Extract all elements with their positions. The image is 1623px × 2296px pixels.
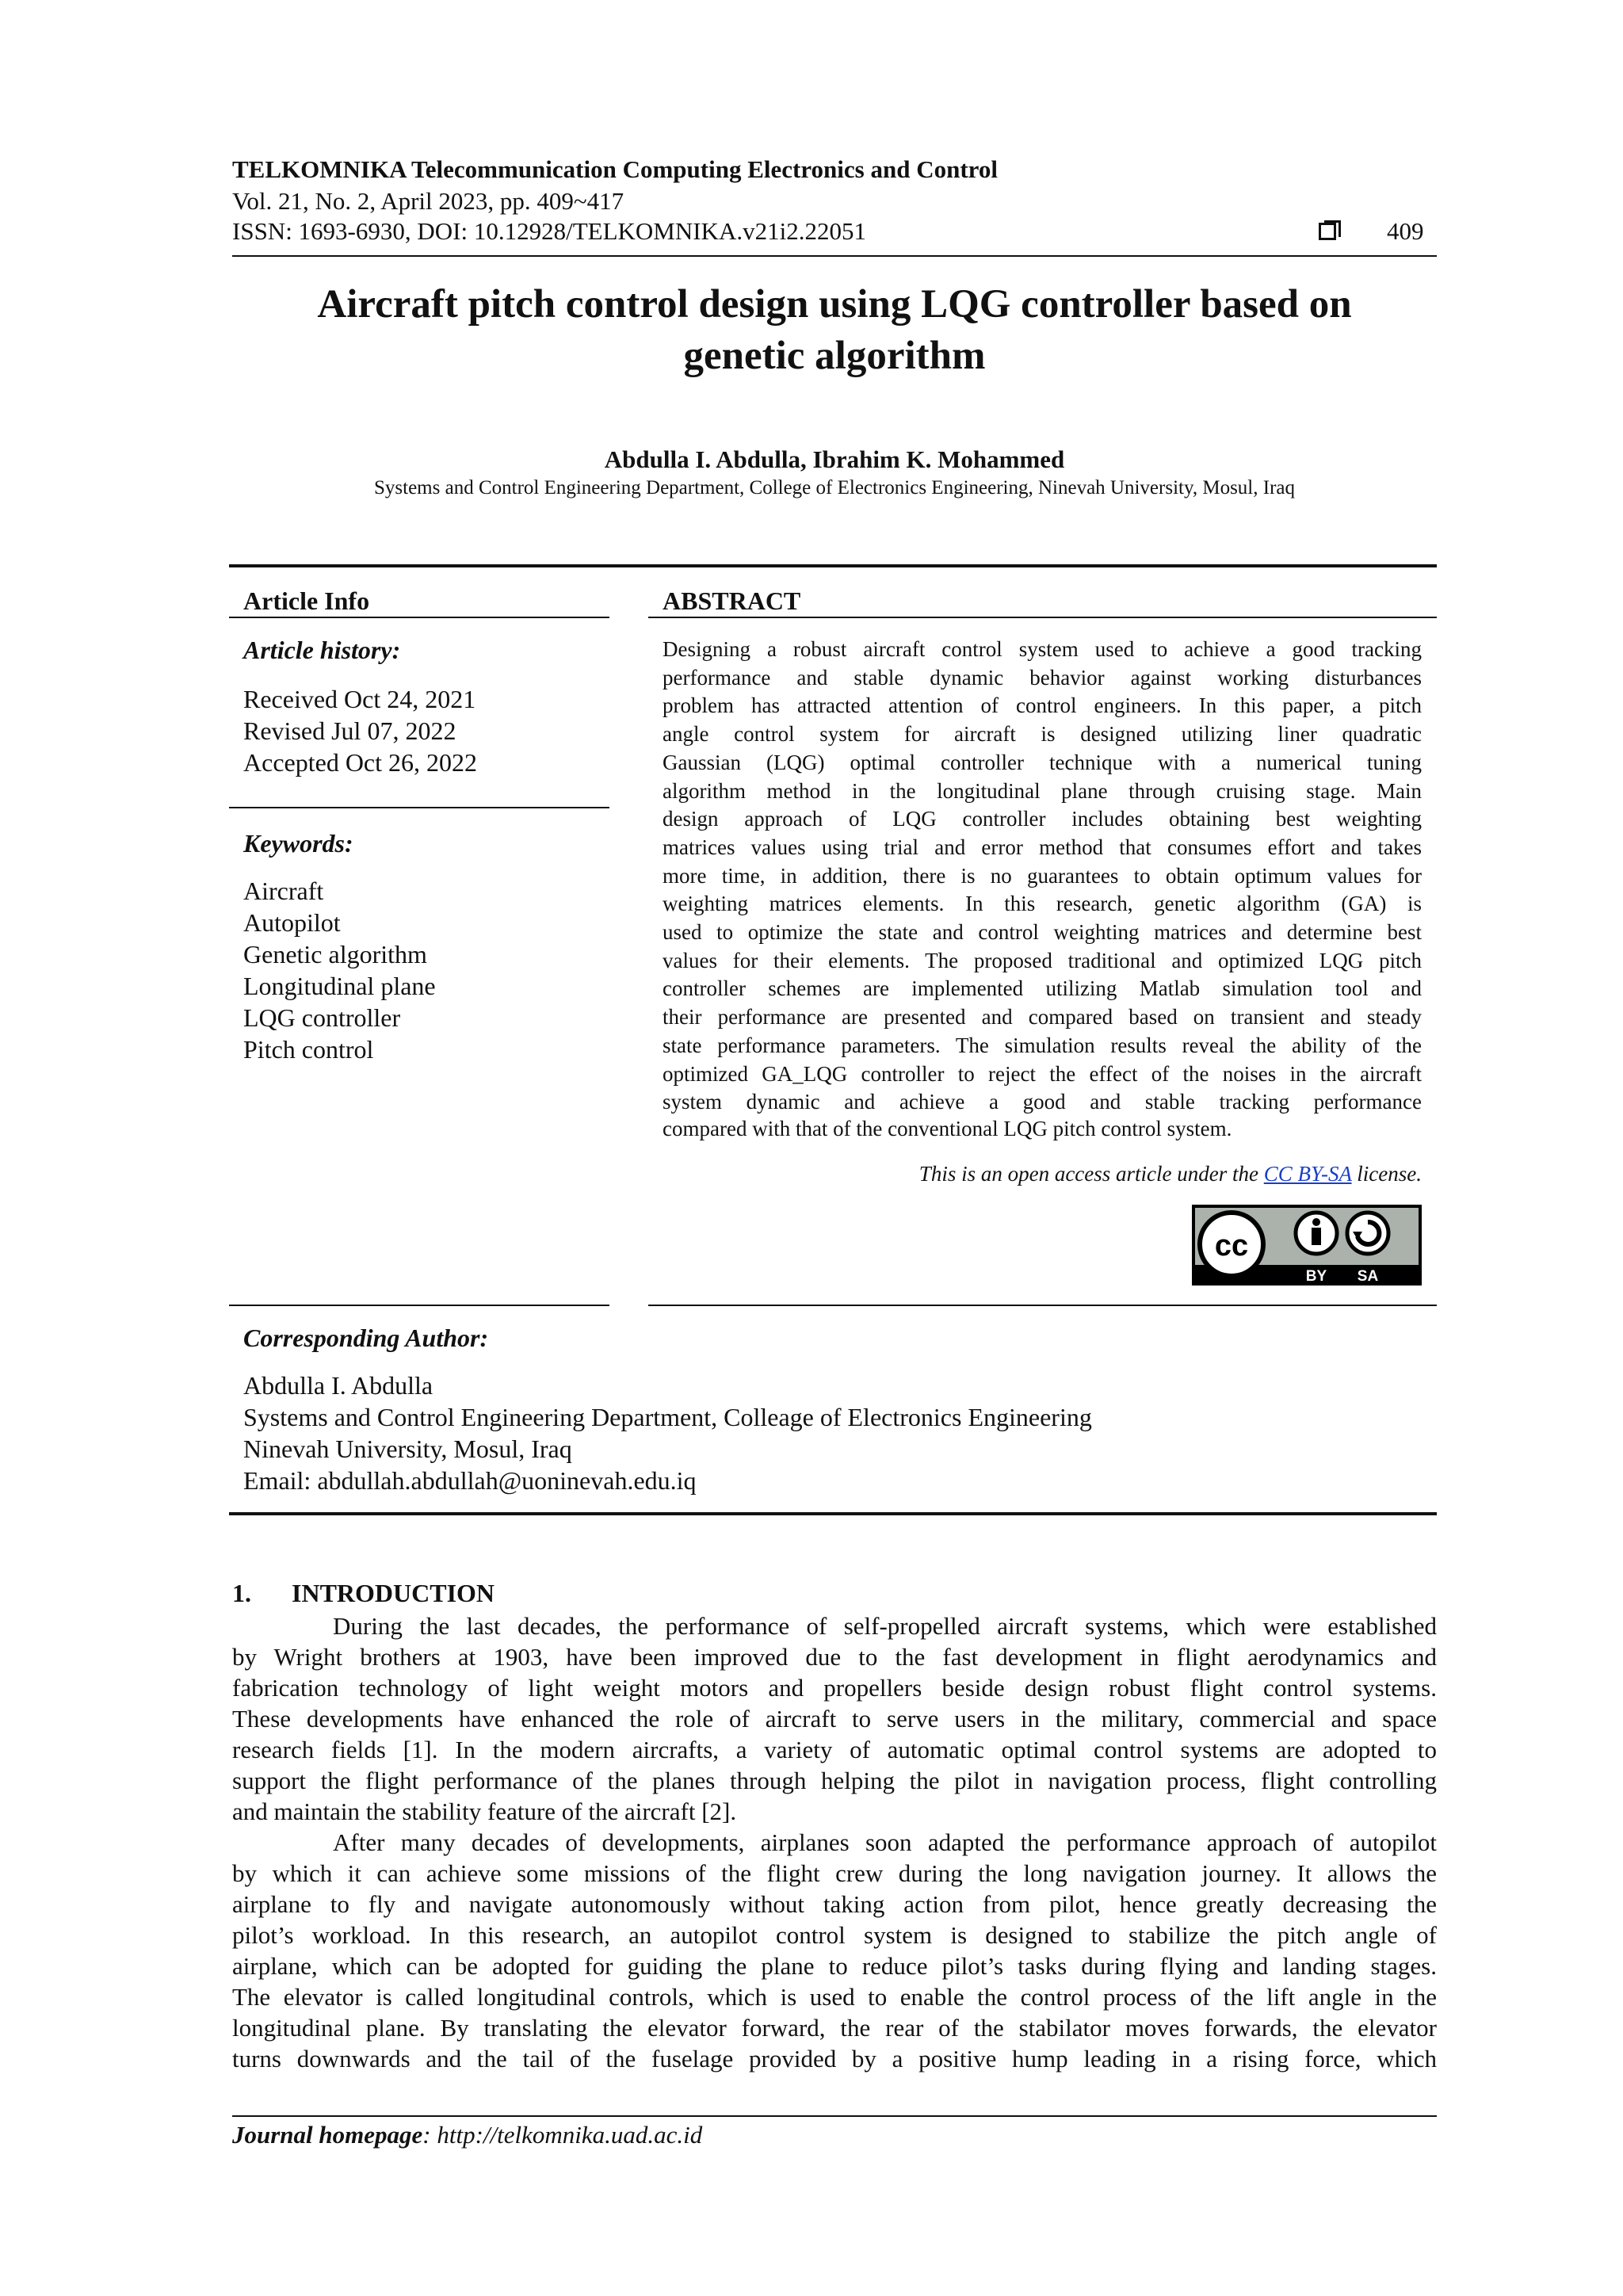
info-left-bottom-rule (229, 1305, 609, 1306)
article-info-rule (229, 617, 609, 618)
corresponding-univ: Ninevah University, Mosul, Iraq (243, 1435, 572, 1463)
article-info-heading: Article Info (243, 586, 370, 615)
badge-by-label: BY (1305, 1268, 1327, 1285)
license-link[interactable]: CC BY-SA (1263, 1162, 1352, 1186)
corresponding-email: Email: abdullah.abdullah@uoninevah.edu.iq (243, 1466, 697, 1495)
intro-p2-line: turns downwards and the tail of the fuselage provided by a positive hump leading in a rising force, which (232, 2045, 1437, 2073)
keyword-item: Aircraft (243, 877, 324, 905)
abstract-line: Designing a robust aircraft control system used to achieve a good tracking (663, 637, 1422, 661)
corresponding-name: Abdulla I. Abdulla (243, 1371, 433, 1400)
title-line-1: Aircraft pitch control design using LQG controller based on (317, 282, 1352, 327)
keyword-item: Genetic algorithm (243, 940, 427, 968)
header-rule (232, 255, 1437, 257)
intro-p2-line: airplane to fly and navigate autonomously without taking action from pilot, hence greatly decreasing the (232, 1890, 1437, 1918)
abstract-line: system dynamic and achieve a good and stable tracking performance (663, 1090, 1422, 1114)
license-statement (663, 1162, 1422, 1186)
abstract-line: state performance parameters. The simulation results reveal the ability of the (663, 1033, 1422, 1057)
history-received: Received Oct 24, 2021 (243, 685, 476, 713)
corresponding-heading: Corresponding Author: (243, 1324, 489, 1352)
intro-title: INTRODUCTION (292, 1579, 495, 1607)
article-history-list (243, 683, 477, 778)
intro-p2-line: airplane, which can be adopted for guiding the plane to reduce pilot’s tasks during flying and landing stages. (232, 1952, 1437, 1980)
cc-by-sa-badge-icon[interactable] (1192, 1205, 1422, 1286)
badge-sa-label: SA (1357, 1268, 1379, 1285)
abstract-line: values for their elements. The proposed traditional and optimized LQG pitch (663, 948, 1422, 972)
keyword-item: Pitch control (243, 1035, 374, 1064)
footer-rule (232, 2115, 1437, 2117)
abstract-heading: ABSTRACT (663, 586, 801, 615)
abstract-line: Gaussian (LQG) optimal controller technique with a numerical tuning (663, 750, 1422, 774)
abstract-line: angle control system for aircraft is designed utilizing liner quadratic (663, 722, 1422, 747)
abstract-line: matrices values using trial and error method that consumes effort and takes (663, 835, 1422, 859)
intro-p1-line: research fields [1]. In the modern aircrafts, a variety of automatic optimal control systems are adopted to (232, 1736, 1437, 1763)
abstract-text (663, 636, 1422, 1117)
page-box-icon (1319, 223, 1336, 240)
intro-heading (232, 1579, 495, 1608)
intro-p2-line: After many decades of developments, airplanes soon adapted the performance approach of autopilot (333, 1828, 1437, 1856)
journal-name: TELKOMNIKA Telecommunication Computing Electronics and Control (232, 155, 998, 183)
history-revised: Revised Jul 07, 2022 (243, 716, 456, 745)
journal-homepage (232, 2121, 702, 2149)
intro-p1-line: by Wright brothers at 1903, have been improved due to the fast development in flight aerodynamics and (232, 1643, 1437, 1671)
keywords-rule (229, 807, 609, 808)
info-box-bottom-rule (229, 1512, 1437, 1515)
abstract-line: controller schemes are implemented utilizing Matlab simulation tool and (663, 976, 1422, 1001)
journal-issn: ISSN: 1693-6930, DOI: 10.12928/TELKOMNIKA.v21i2.22051 (232, 217, 866, 245)
info-box-top-rule (229, 564, 1437, 567)
journal-volume: Vol. 21, No. 2, April 2023, pp. 409~417 (232, 187, 624, 215)
intro-p1-line: fabrication technology of light weight motors and propellers beside design robust flight control systems. (232, 1674, 1437, 1702)
homepage-url[interactable]: : http://telkomnika.uad.ac.id (422, 2121, 703, 2149)
intro-p2-line: pilot’s workload. In this research, an autopilot control system is designed to stabilize the pitch angle of (232, 1921, 1437, 1949)
corresponding-details (243, 1370, 1092, 1496)
intro-p1-line: and maintain the stability feature of the aircraft [2]. (232, 1797, 737, 1825)
abstract-line: design approach of LQG controller includes obtaining best weighting (663, 807, 1422, 831)
abstract-line: optimized GA_LQG controller to reject the effect of the noises in the aircraft (663, 1061, 1422, 1086)
authors: Abdulla I. Abdulla, Ibrahim K. Mohammed (604, 445, 1065, 473)
intro-p1-line: During the last decades, the performance of self-propelled aircraft systems, which were established (333, 1612, 1437, 1640)
abstract-line: more time, in addition, there is no guarantees to obtain optimum values for (663, 863, 1422, 888)
keyword-item: Longitudinal plane (243, 972, 436, 1000)
abstract-line: their performance are presented and compared based on transient and steady (663, 1005, 1422, 1030)
corresponding-dept: Systems and Control Engineering Department, Colleage of Electronics Engineering (243, 1403, 1092, 1431)
paper-title (232, 279, 1437, 383)
abstract-line: problem has attracted attention of control engineers. In this paper, a pitch (663, 693, 1422, 718)
abstract-line: performance and stable dynamic behavior against working disturbances (663, 665, 1422, 690)
intro-p1-line: These developments have enhanced the role of aircraft to serve users in the military, commercial and space (232, 1705, 1437, 1733)
license-suffix: license. (1351, 1162, 1422, 1186)
title-line-2: genetic algorithm (683, 334, 986, 379)
keyword-item: LQG controller (243, 1003, 401, 1032)
abstract-line: used to optimize the state and control weighting matrices and determine best (663, 920, 1422, 945)
history-accepted: Accepted Oct 26, 2022 (243, 748, 478, 777)
intro-number: 1. (232, 1579, 251, 1607)
intro-p2-line: longitudinal plane. By translating the elevator forward, the rear of the stabilator moves forwards, the elevator (232, 2014, 1437, 2042)
keywords-list (243, 875, 436, 1065)
keywords-heading: Keywords: (243, 829, 353, 858)
license-prefix: This is an open access article under the (918, 1162, 1264, 1186)
abstract-last-line: compared with that of the conventional LQG pitch control system. (663, 1117, 1232, 1140)
abstract-rule (648, 617, 1437, 618)
intro-p1-line: support the flight performance of the planes through helping the pilot in navigation process, flight controlling (232, 1767, 1437, 1794)
abstract-line: algorithm method in the longitudinal plane through cruising stage. Main (663, 778, 1422, 803)
intro-p2-line: The elevator is called longitudinal controls, which is used to enable the control process of the lift angle in the (232, 1983, 1437, 2011)
abstract-line: weighting matrices elements. In this research, genetic algorithm (GA) is (663, 892, 1422, 916)
article-history-heading: Article history: (243, 636, 401, 664)
affiliation: Systems and Control Engineering Department, College of Electronics Engineering, Ninevah University, Mosul, Iraq (374, 477, 1295, 499)
keyword-item: Autopilot (243, 908, 341, 937)
page-number: 409 (1387, 217, 1424, 245)
intro-p2-line: by which it can achieve some missions of the flight crew during the long navigation journey. It allows the (232, 1859, 1437, 1887)
svg-text:cc: cc (1214, 1229, 1249, 1263)
homepage-label: Journal homepage (232, 2121, 423, 2149)
info-right-bottom-rule (648, 1305, 1437, 1306)
